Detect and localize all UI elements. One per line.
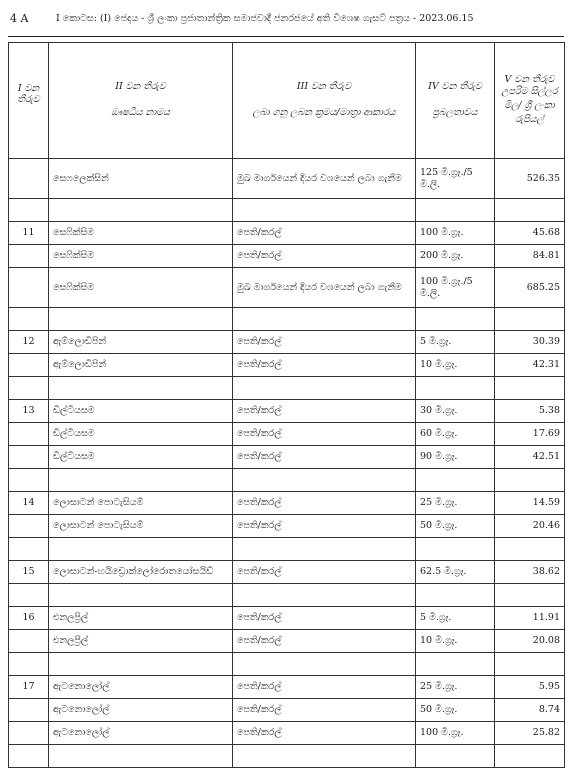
- dosage-form-cell: [233, 199, 416, 222]
- item-number-cell: [9, 423, 49, 446]
- column-subtitle: ඖෂධීය නාමය: [111, 106, 170, 118]
- max-retail-price-cell: [495, 308, 565, 331]
- item-number-cell: [9, 699, 49, 722]
- drug-name-cell: ඇටනොලෝල්: [49, 722, 233, 745]
- max-retail-price-cell: 8.74: [495, 699, 565, 722]
- item-number-cell: 11: [9, 222, 49, 245]
- item-number-cell: 12: [9, 331, 49, 354]
- drug-name-cell: ඩිල්ටියසම: [49, 446, 233, 469]
- table-row: [9, 515, 565, 538]
- strength-cell: [416, 653, 495, 676]
- dosage-form-cell: [233, 308, 416, 331]
- dosage-form-cell: [233, 653, 416, 676]
- item-number-cell: [9, 245, 49, 268]
- dosage-form-cell: මුඛ මාර්ගයෙන් දියර වශයෙන් ලබා ගැනීම: [233, 268, 416, 308]
- dosage-form-cell: පෙති/කරල්: [233, 722, 416, 745]
- table-row: [9, 561, 565, 584]
- item-number-cell: 16: [9, 607, 49, 630]
- item-number-cell: 15: [9, 561, 49, 584]
- dosage-form-cell: [233, 745, 416, 768]
- max-retail-price-cell: 17.69: [495, 423, 565, 446]
- table-row: [9, 584, 565, 607]
- column-title: I වන තීරුව: [17, 82, 40, 105]
- strength-cell: 25 මි.ග්‍රෑ.: [416, 676, 495, 699]
- strength-cell: 5 මි.ග්‍රෑ.: [416, 607, 495, 630]
- strength-cell: [416, 199, 495, 222]
- table-row: [9, 699, 565, 722]
- item-number-cell: [9, 538, 49, 561]
- table-row: [9, 745, 565, 768]
- item-number-cell: [9, 377, 49, 400]
- dosage-form-cell: පෙති/කරල්: [233, 676, 416, 699]
- item-number-cell: [9, 653, 49, 676]
- strength-cell: 50 මි.ග්‍රෑ.: [416, 699, 495, 722]
- strength-cell: 200 මි.ග්‍රෑ.: [416, 245, 495, 268]
- table-row: [9, 377, 565, 400]
- drug-name-cell: ඇටනොලෝල්: [49, 699, 233, 722]
- table-row: [9, 222, 565, 245]
- table-row: [9, 630, 565, 653]
- header-rule: [8, 36, 564, 37]
- item-number-cell: [9, 584, 49, 607]
- dosage-form-cell: [233, 584, 416, 607]
- max-retail-price-cell: 42.51: [495, 446, 565, 469]
- drug-name-cell: ඇම්ලොඩිපින්: [49, 354, 233, 377]
- drug-name-cell: ඇම්ලොඩිපින්: [49, 331, 233, 354]
- drug-name-cell: [49, 584, 233, 607]
- item-number-cell: [9, 268, 49, 308]
- max-retail-price-cell: 45.68: [495, 222, 565, 245]
- dosage-form-cell: [233, 538, 416, 561]
- item-number-cell: 14: [9, 492, 49, 515]
- dosage-form-cell: පෙති/කරල්: [233, 561, 416, 584]
- item-number-cell: [9, 354, 49, 377]
- strength-cell: 100 මි.ග්‍රෑ.: [416, 222, 495, 245]
- item-number-cell: [9, 446, 49, 469]
- max-retail-price-cell: 84.81: [495, 245, 565, 268]
- table-row: [9, 722, 565, 745]
- column-title: V වන තීරුව: [504, 73, 555, 85]
- table-row: [9, 245, 565, 268]
- column-title: III වන තීරුව: [296, 80, 352, 92]
- drug-name-cell: [49, 469, 233, 492]
- table-row: [9, 423, 565, 446]
- strength-cell: 90 මි.ග්‍රෑ.: [416, 446, 495, 469]
- column-header-1: [9, 43, 49, 159]
- table-row: [9, 308, 565, 331]
- dosage-form-cell: පෙති/කරල්: [233, 492, 416, 515]
- max-retail-price-cell: 5.38: [495, 400, 565, 423]
- table-row: [9, 653, 565, 676]
- price-table: [8, 42, 565, 768]
- drug-name-cell: ලොසාටන් පොටැසියම්: [49, 492, 233, 515]
- dosage-form-cell: පෙති/කරල්: [233, 607, 416, 630]
- item-number-cell: 13: [9, 400, 49, 423]
- item-number-cell: [9, 469, 49, 492]
- drug-name-cell: ඇටනොලෝල්: [49, 676, 233, 699]
- strength-cell: 50 මි.ග්‍රෑ.: [416, 515, 495, 538]
- item-number-cell: [9, 722, 49, 745]
- table-row: [9, 538, 565, 561]
- strength-cell: 125 මි.ග්‍රෑ./5 මි.ලි.: [416, 159, 495, 199]
- item-number-cell: [9, 630, 49, 653]
- strength-cell: [416, 584, 495, 607]
- drug-name-cell: සෙෆික්සිම: [49, 245, 233, 268]
- column-title: IV වන තීරුව: [428, 80, 482, 92]
- max-retail-price-cell: 526.35: [495, 159, 565, 199]
- strength-cell: 10 මි.ග්‍රෑ.: [416, 630, 495, 653]
- strength-cell: [416, 308, 495, 331]
- drug-name-cell: සෙෆලෙක්සින්: [49, 159, 233, 199]
- drug-name-cell: එනලප්‍රිල්: [49, 607, 233, 630]
- dosage-form-cell: පෙති/කරල්: [233, 400, 416, 423]
- table-row: [9, 446, 565, 469]
- max-retail-price-cell: [495, 199, 565, 222]
- item-number-cell: [9, 159, 49, 199]
- drug-name-cell: [49, 653, 233, 676]
- item-number-cell: [9, 745, 49, 768]
- column-header-4: [416, 43, 495, 159]
- max-retail-price-cell: 14.59: [495, 492, 565, 515]
- table-row: [9, 492, 565, 515]
- strength-cell: 100 මි.ග්‍රෑ.: [416, 722, 495, 745]
- strength-cell: [416, 538, 495, 561]
- max-retail-price-cell: 25.82: [495, 722, 565, 745]
- drug-name-cell: ඩිල්ටියසම: [49, 423, 233, 446]
- dosage-form-cell: පෙති/කරල්: [233, 354, 416, 377]
- dosage-form-cell: පෙති/කරල්: [233, 515, 416, 538]
- drug-name-cell: [49, 308, 233, 331]
- column-title: II වන තීරුව: [115, 80, 166, 92]
- table-row: [9, 607, 565, 630]
- max-retail-price-cell: 20.46: [495, 515, 565, 538]
- column-subtitle: ප්‍රබලතාවය: [432, 106, 478, 118]
- dosage-form-cell: පෙති/කරල්: [233, 446, 416, 469]
- column-header-3: [233, 43, 416, 159]
- table-row: [9, 159, 565, 199]
- max-retail-price-cell: 42.31: [495, 354, 565, 377]
- dosage-form-cell: මුඛ මාර්ගයෙන් දියර වශයෙන් ලබා ගැනීම: [233, 159, 416, 199]
- table-row: [9, 469, 565, 492]
- dosage-form-cell: [233, 469, 416, 492]
- dosage-form-cell: පෙති/කරල්: [233, 245, 416, 268]
- column-subtitle: ලබා ගනු ලබන ක්‍රමය/මාත්‍රා ආකාරය: [252, 106, 396, 118]
- drug-name-cell: ඩිල්ටියසම: [49, 400, 233, 423]
- drug-name-cell: සෙෆික්සිම: [49, 268, 233, 308]
- dosage-form-cell: පෙති/කරල්: [233, 630, 416, 653]
- max-retail-price-cell: [495, 377, 565, 400]
- drug-name-cell: සෙෆික්සිම: [49, 222, 233, 245]
- strength-cell: 60 මි.ග්‍රෑ.: [416, 423, 495, 446]
- max-retail-price-cell: 5.95: [495, 676, 565, 699]
- column-subtitle: උපරිම සිල්ලර මිල/ ශ්‍රී ලංකා රුපියල්: [501, 85, 558, 126]
- strength-cell: 10 මි.ග්‍රෑ.: [416, 354, 495, 377]
- item-number-cell: [9, 515, 49, 538]
- max-retail-price-cell: [495, 584, 565, 607]
- dosage-form-cell: පෙති/කරල්: [233, 331, 416, 354]
- table-body: [9, 159, 565, 768]
- strength-cell: 25 මි.ග්‍රෑ.: [416, 492, 495, 515]
- max-retail-price-cell: 30.39: [495, 331, 565, 354]
- table-row: [9, 331, 565, 354]
- item-number-cell: 17: [9, 676, 49, 699]
- max-retail-price-cell: 11.91: [495, 607, 565, 630]
- strength-cell: [416, 377, 495, 400]
- dosage-form-cell: [233, 377, 416, 400]
- strength-cell: [416, 469, 495, 492]
- strength-cell: 30 මි.ග්‍රෑ.: [416, 400, 495, 423]
- max-retail-price-cell: 38.62: [495, 561, 565, 584]
- table-row: [9, 268, 565, 308]
- item-number-cell: [9, 199, 49, 222]
- max-retail-price-cell: 685.25: [495, 268, 565, 308]
- strength-cell: [416, 745, 495, 768]
- table-header-row: [9, 43, 565, 159]
- drug-name-cell: [49, 745, 233, 768]
- max-retail-price-cell: [495, 538, 565, 561]
- dosage-form-cell: පෙති/කරල්: [233, 699, 416, 722]
- drug-name-cell: ලොසාටන්-හයිඩ්‍රොක්ලෝරොතයෝසයිඩ්: [49, 561, 233, 584]
- strength-cell: 100 මි.ග්‍රෑ./5 මි.ලි.: [416, 268, 495, 308]
- strength-cell: 5 මි.ග්‍රෑ.: [416, 331, 495, 354]
- max-retail-price-cell: [495, 653, 565, 676]
- drug-name-cell: ලොසාටන් පොටැසියම්: [49, 515, 233, 538]
- dosage-form-cell: පෙති/කරල්: [233, 423, 416, 446]
- drug-name-cell: එනලප්‍රිල්: [49, 630, 233, 653]
- drug-name-cell: [49, 538, 233, 561]
- item-number-cell: [9, 308, 49, 331]
- dosage-form-cell: පෙති/කරල්: [233, 222, 416, 245]
- drug-name-cell: [49, 377, 233, 400]
- table-row: [9, 199, 565, 222]
- strength-cell: 62.5 මි.ග්‍රෑ.: [416, 561, 495, 584]
- column-header-5: [495, 43, 565, 159]
- max-retail-price-cell: [495, 745, 565, 768]
- page-number: 4 A: [10, 12, 29, 25]
- table-row: [9, 354, 565, 377]
- column-header-2: [49, 43, 233, 159]
- max-retail-price-cell: 20.08: [495, 630, 565, 653]
- gazette-header-title: I කොටස: (I) ජෙදය - ශ්‍රී ලංකා ප්‍රජාතාන්ත්‍රික සමාජවාදී ජනරජයේ අති විශෙෂ ගැසට් පත්‍රය - 2023.06.15: [56, 13, 474, 24]
- table-row: [9, 676, 565, 699]
- table-row: [9, 400, 565, 423]
- page-header: [0, 12, 571, 30]
- max-retail-price-cell: [495, 469, 565, 492]
- drug-name-cell: [49, 199, 233, 222]
